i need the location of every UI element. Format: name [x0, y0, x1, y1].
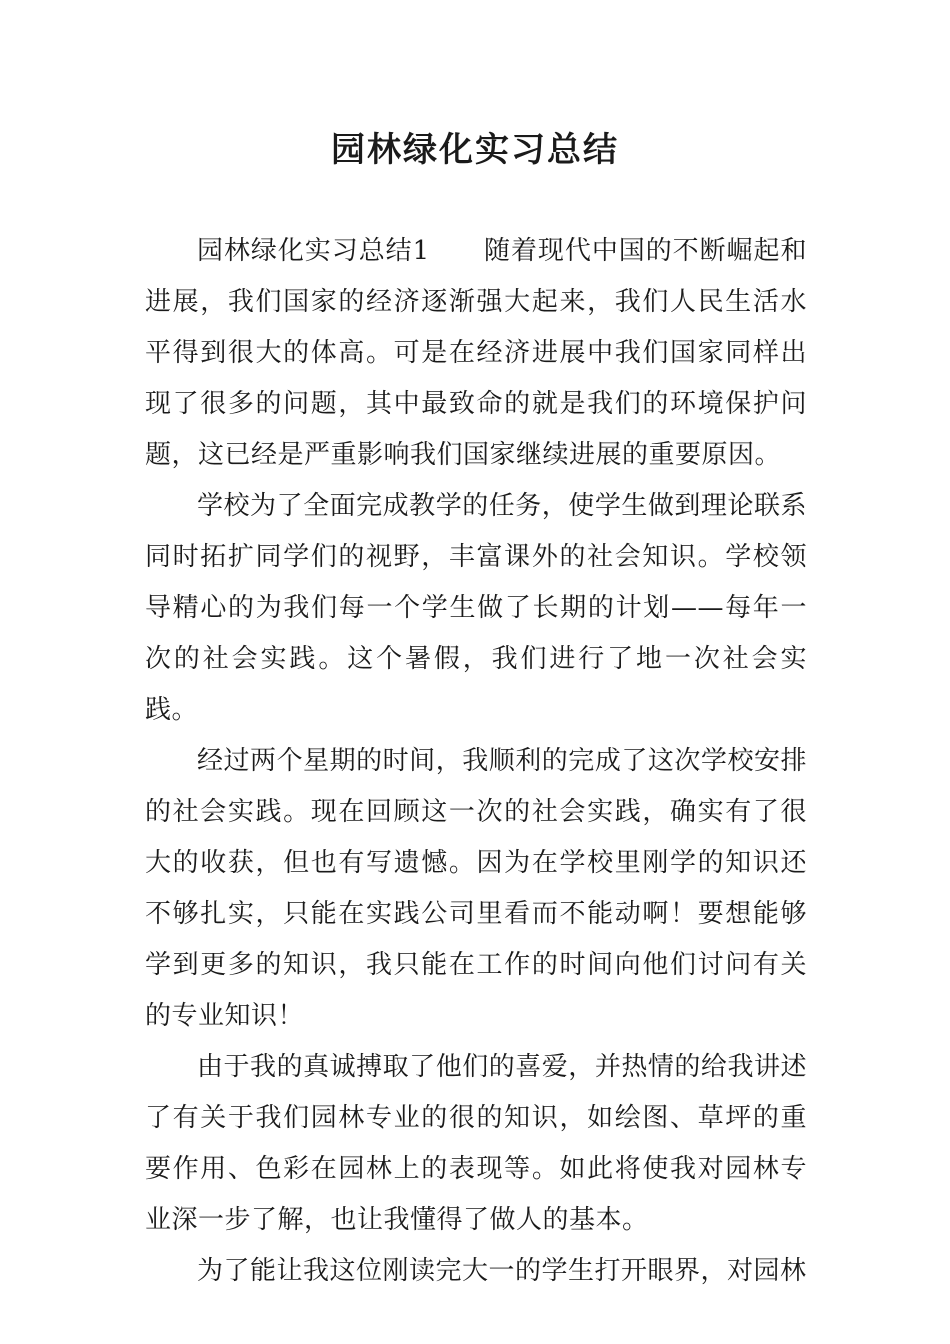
paragraph-4: 由于我的真诚搏取了他们的喜爱，并热情的给我讲述了有关于我们园林专业的很的知识，如绘图、草坪的重要作用、色彩在园林上的表现等。如此将使我对园林专业深一步了解，也让我懂得了做人的基本。 [145, 1052, 807, 1235]
paragraph-5: 为了能让我这位刚读完大一的学生打开眼界，对园林 [197, 1256, 807, 1286]
document-title: 园林绿化实习总结 [331, 130, 619, 170]
document-body [145, 226, 807, 1297]
paragraph-2: 学校为了全面完成教学的任务，使学生做到理论联系同时拓扩同学们的视野，丰富课外的社会知识。学校领导精心的为我们每一个学生做了长期的计划——每年一次的社会实践。这个暑假，我们进行了地一次社会实践。 [145, 491, 807, 725]
paragraph-3: 经过两个星期的时间，我顺利的完成了这次学校安排的社会实践。现在回顾这一次的社会实践，确实有了很大的收获，但也有写遗憾。因为在学校里刚学的知识还不够扎实，只能在实践公司里看而不能动啊！要想能够学到更多的知识，我只能在工作的时间向他们讨问有关的专业知识！ [145, 746, 807, 1031]
paragraph-1: 园林绿化实习总结1 随着现代中国的不断崛起和进展，我们国家的经济逐渐强大起来，我们人民生活水平得到很大的体高。可是在经济进展中我们国家同样出现了很多的问题，其中最致命的就是我们的环境保护问题，这已经是严重影响我们国家继续进展的重要原因。 [145, 236, 807, 470]
